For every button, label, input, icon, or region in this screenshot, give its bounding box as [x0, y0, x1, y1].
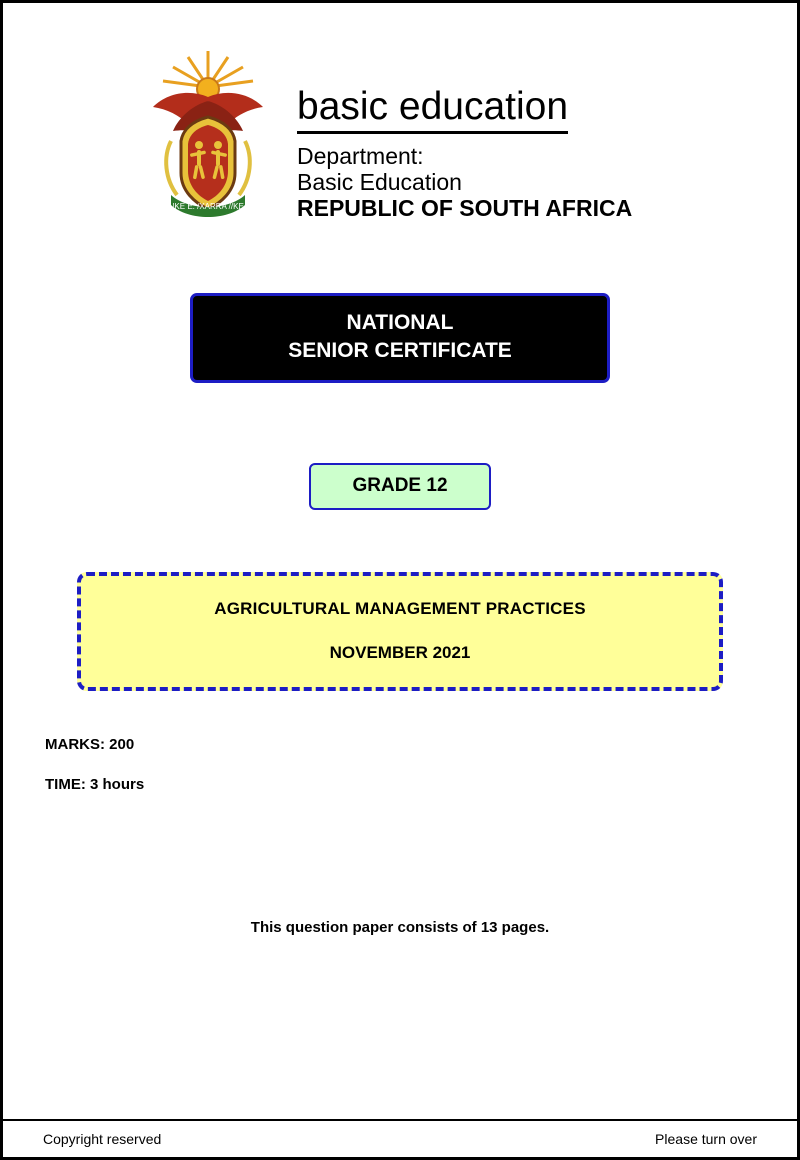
subject-title: AGRICULTURAL MANAGEMENT PRACTICES [214, 599, 586, 618]
south-africa-coat-of-arms-icon [133, 45, 283, 230]
certificate-line-2: SENIOR CERTIFICATE [288, 339, 512, 362]
page-footer [3, 1119, 797, 1157]
marks-line: MARKS: 200 [45, 736, 135, 753]
page-count-note: This question paper consists of 13 pages. [250, 919, 550, 936]
svg-text:!KE E: /XARRA //KE: !KE E: /XARRA //KE [172, 202, 244, 211]
department-branding [297, 45, 632, 222]
cover-body [3, 293, 797, 691]
exam-date: NOVEMBER 2021 [329, 643, 471, 662]
turn-over-notice: Please turn over [655, 1131, 757, 1147]
time-line: TIME: 3 hours [45, 776, 145, 793]
certificate-line-1: NATIONAL [346, 311, 454, 334]
department-name: Basic Education [297, 169, 462, 195]
subject-banner [77, 572, 723, 691]
exam-meta [3, 735, 797, 795]
department-label: Department: [297, 143, 424, 169]
copyright-notice: Copyright reserved [43, 1131, 162, 1147]
republic-label: REPUBLIC OF SOUTH AFRICA [297, 195, 633, 221]
basic-education-wordmark: basic education [297, 85, 568, 134]
grade-badge: GRADE 12 [309, 463, 491, 510]
certificate-banner [190, 293, 610, 383]
document-header [3, 3, 797, 230]
